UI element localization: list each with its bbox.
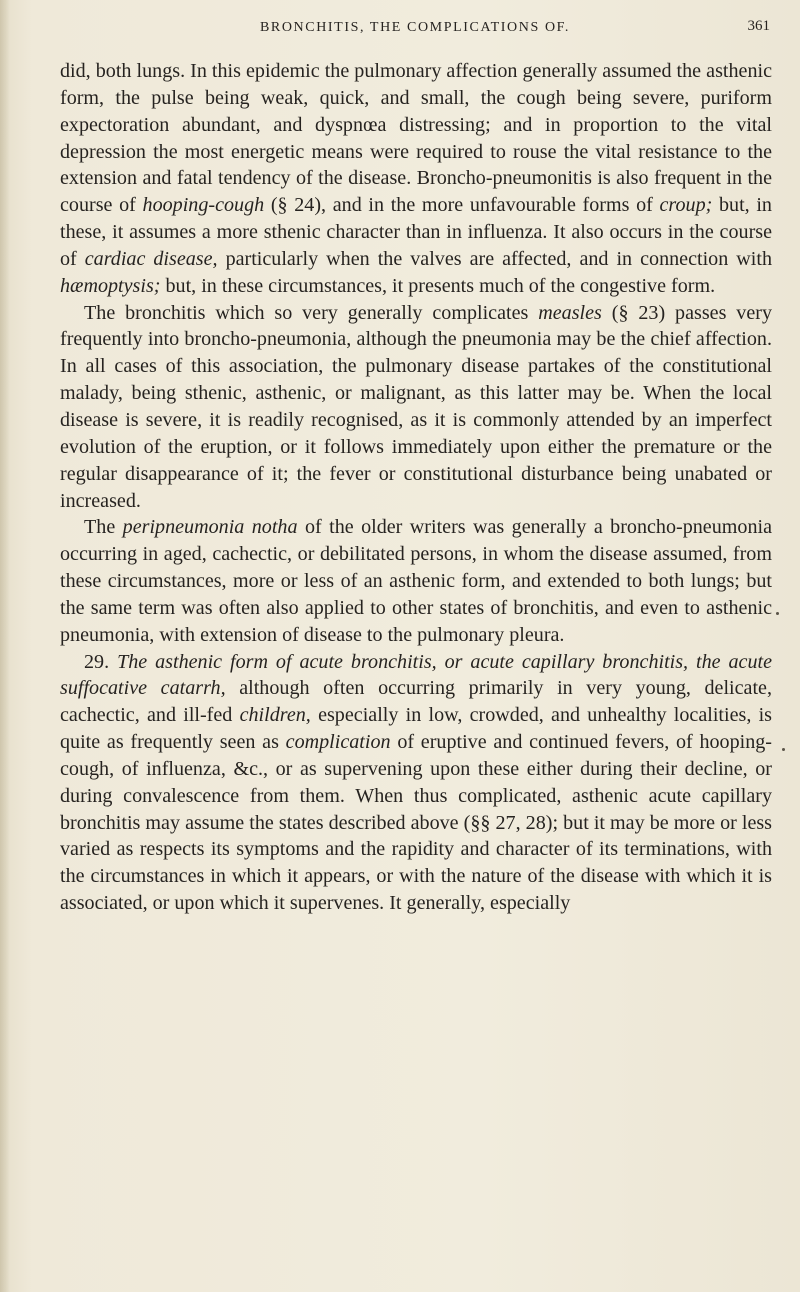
page-header (60, 16, 770, 42)
text-run: but, in these, it assumes a more sthenic character than in influenza. It also occurs in the course of (60, 194, 772, 270)
text-run: The (84, 516, 123, 539)
text-run: of the older writers was generally a broncho-pneumonia occurring in aged, cachectic, or debilitated persons, in whom the disease assumed, from these circumstances, more or less of an asthenic form, and extended to both lungs; but the same term was often also applied to other states of bronchitis, and even to asthenic pneumonia, with extension of disease to the pulmonary pleura. (60, 516, 772, 646)
text-run: although often occurring primarily in very young, delicate, cachectic, and ill-fed (60, 677, 772, 727)
margin-speck (782, 748, 785, 751)
italic-term: children, (239, 704, 311, 727)
running-head: BRONCHITIS, THE COMPLICATIONS OF. (259, 20, 571, 35)
paragraph (60, 514, 772, 648)
paragraph (60, 58, 772, 300)
paragraph (60, 300, 772, 515)
italic-term: measles (538, 301, 602, 324)
italic-term: complication (285, 731, 391, 754)
spine-shadow (0, 0, 10, 1292)
text-run: did, both lungs. In this epidemic the pulmonary affection generally assumed the asthenic form, the pulse being weak, quick, and small, the cough being severe, puriform expectoration abundant, and dyspnœa distressing; and in proportion to the vital depression the most energetic means were required to rouse the vital resistance to the extension and fatal tendency of the disease. Broncho-pneumonitis is also frequent in the course of (60, 60, 772, 217)
italic-term: hæmoptysis; (60, 274, 161, 297)
text-run: particularly when the valves are affected, and in connection with (217, 247, 772, 270)
text-run: (§ 24), and in the more unfavourable forms of (264, 194, 660, 217)
italic-term: hooping-cough (142, 194, 265, 217)
text-run: of eruptive and continued fevers, of hooping-cough, of influenza, &c., or as supervening upon these either during their decline, or during convalescence from them. When thus complicated, asthenic acute capillary bronchitis may assume the states described above (§§ 27, 28); but it may be more or less varied as respects its symptoms and the rapidity and character of its terminations, with the circumstances in which it appears, or with the nature of the disease with which it is associated, or upon which it supervenes. It generally, especially (60, 731, 772, 915)
page-number: 361 (747, 18, 770, 34)
body-text (60, 58, 772, 917)
italic-term: croup; (659, 194, 713, 217)
text-run: especially in low, crowded, and unhealthy localities, is quite as frequently seen as (60, 704, 772, 754)
italic-term: cardiac disease, (84, 247, 218, 270)
paragraph-section-29 (60, 649, 772, 917)
margin-speck (776, 612, 779, 615)
italic-term: peripneumonia notha (122, 516, 298, 539)
text-run: but, in these circumstances, it presents much of the congestive form. (160, 274, 716, 297)
text-run: The bronchitis which so very generally complicates (84, 301, 539, 324)
text-run: (§ 23) passes very frequently into broncho-pneumonia, although the pneumonia may be the chief affection. In all cases of this association, the pulmonary disease partakes of the constitutional malady, being sthenic, asthenic, or malignant, as this latter may be. When the local disease is severe, it is readily recognised, as it is commonly attended by an imperfect evolution of the eruption, or it follows immediately upon either the premature or the regular disappearance of it; the fever or constitutional disturbance being unabated or increased. (60, 301, 772, 512)
italic-heading: The asthenic form of acute bronchitis, or acute capillary bronchitis, the acute suffocative catarrh, (60, 650, 772, 700)
section-number: 29. (84, 650, 110, 673)
